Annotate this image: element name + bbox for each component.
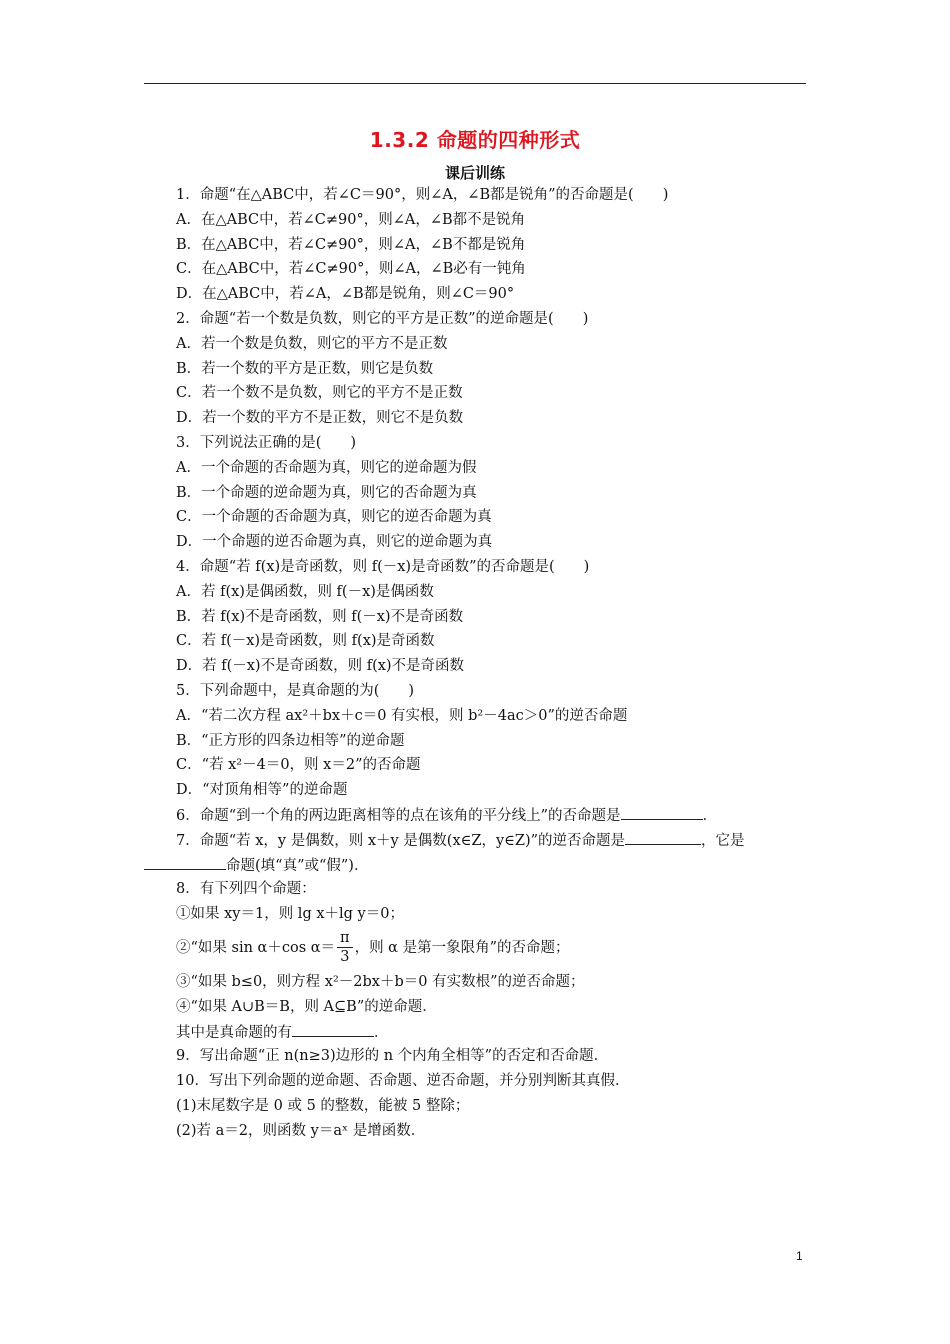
q5-option-a: A．“若二次方程 ax²＋bx＋c＝0 有实根，则 b²－4ac＞0”的逆否命题 (176, 707, 628, 724)
q5-option-c: C．“若 x²－4＝0，则 x＝2”的否命题 (176, 757, 421, 774)
question-1: 1．命题“在△ABC中，若∠C＝90°，则∠A，∠B都是锐角”的否命题是( ) (176, 187, 669, 203)
header-rule (144, 83, 806, 84)
question-10: 10．写出下列命题的逆命题、否命题、逆否命题，并分别判断其真假． (176, 1073, 630, 1090)
q1-option-c: C．在△ABC中，若∠C≠90°，则∠A，∠B必有一钝角 (176, 261, 526, 278)
page-number: 1 (796, 1249, 803, 1263)
q7-answer-blank-1 (625, 828, 701, 845)
question-6: 6．命题“到一个角的两边距离相等的点在该角的平分线上”的否命题是 ． (176, 803, 810, 828)
question-7-cont: 命题(填“真”或“假”)． (144, 853, 810, 878)
q10-part-2: (2)若 a＝2，则函数 y＝aˣ 是增函数． (176, 1122, 426, 1139)
q8-statement-2: ②“如果 sin α＋cos α＝ $\frac{\pi}{3}$ ，则 α 是第一象限角”的否命题； (176, 930, 570, 966)
q5-option-d: D．“对顶角相等”的逆命题 (176, 782, 348, 799)
question-2: 2．命题“若一个数是负数，则它的平方是正数”的逆命题是( ) (176, 310, 589, 327)
q6-answer-blank (621, 803, 703, 820)
q7-answer-blank-2 (144, 853, 226, 870)
q1-option-a: A．在△ABC中，若∠C≠90°，则∠A，∠B都不是锐角 (176, 211, 526, 228)
q3-option-b: B．一个命题的逆命题为真，则它的否命题为真 (176, 484, 477, 501)
exercise-list (176, 183, 810, 1143)
q4-option-c: C．若 f(－x)是奇函数，则 f(x)是奇函数 (176, 633, 435, 650)
q1-option-b: B．在△ABC中，若∠C≠90°，则∠A，∠B不都是锐角 (176, 236, 526, 253)
q3-option-d: D．一个命题的逆否命题为真，则它的逆命题为真 (176, 534, 493, 551)
q2-option-c: C．若一个数不是负数，则它的平方不是正数 (176, 385, 463, 402)
q5-option-b: B．“正方形的四条边相等”的逆命题 (176, 732, 405, 749)
q4-option-d: D．若 f(－x)不是奇函数，则 f(x)不是奇函数 (176, 658, 465, 675)
question-3: 3．下列说法正确的是( ) (176, 434, 357, 451)
q2-option-b: B．若一个数的平方是正数，则它是负数 (176, 360, 434, 377)
q10-part-1: (1)末尾数字是 0 或 5 的整数，能被 5 整除； (176, 1097, 470, 1114)
q1-option-d: D．在△ABC中，若∠A，∠B都是锐角，则∠C＝90° (176, 286, 515, 303)
q8-statement-4: ④“如果 A∪B＝B，则 A⊆B”的逆命题． (176, 998, 437, 1015)
q3-option-a: A．一个命题的否命题为真，则它的逆命题为假 (176, 459, 477, 476)
q4-option-b: B．若 f(x)不是奇函数，则 f(－x)不是奇函数 (176, 608, 464, 625)
q8-statement-3: ③“如果 b≤0，则方程 x²－2bx＋b＝0 有实数根”的逆否命题； (176, 973, 585, 990)
question-4: 4．命题“若 f(x)是奇函数，则 f(－x)是奇函数”的否命题是( ) (176, 558, 590, 575)
question-8: 8．有下列四个命题： (176, 881, 316, 898)
q3-option-c: C．一个命题的否命题为真，则它的逆否命题为真 (176, 509, 492, 526)
q2-option-d: D．若一个数的平方不是正数，则它不是负数 (176, 410, 464, 427)
q8-answer-blank (292, 1020, 374, 1037)
question-5: 5．下列命题中，是真命题的为( ) (176, 682, 415, 699)
q2-option-a: A．若一个数是负数，则它的平方不是正数 (176, 335, 448, 352)
question-9: 9．写出命题“正 n(n≥3)边形的 n 个内角全相等”的否定和否命题． (176, 1048, 609, 1065)
section-subtitle: 课后训练 (444, 164, 505, 182)
q4-option-a: A．若 f(x)是偶函数，则 f(－x)是偶函数 (176, 583, 434, 600)
question-7: 7．命题“若 x，y 是偶数，则 x＋y 是偶数(x∈Z，y∈Z)”的逆否命题是 ，它是 (176, 828, 810, 853)
q8-statement-1: ①如果 xy＝1，则 lg x＋lg y＝0； (176, 906, 404, 923)
page-title: 1.3.2 命题的四种形式 (369, 128, 581, 152)
q8-answer: 其中是真命题的有 ． (176, 1020, 810, 1045)
pi-over-3-fraction: $\frac{\pi}{3}$ (337, 929, 353, 966)
